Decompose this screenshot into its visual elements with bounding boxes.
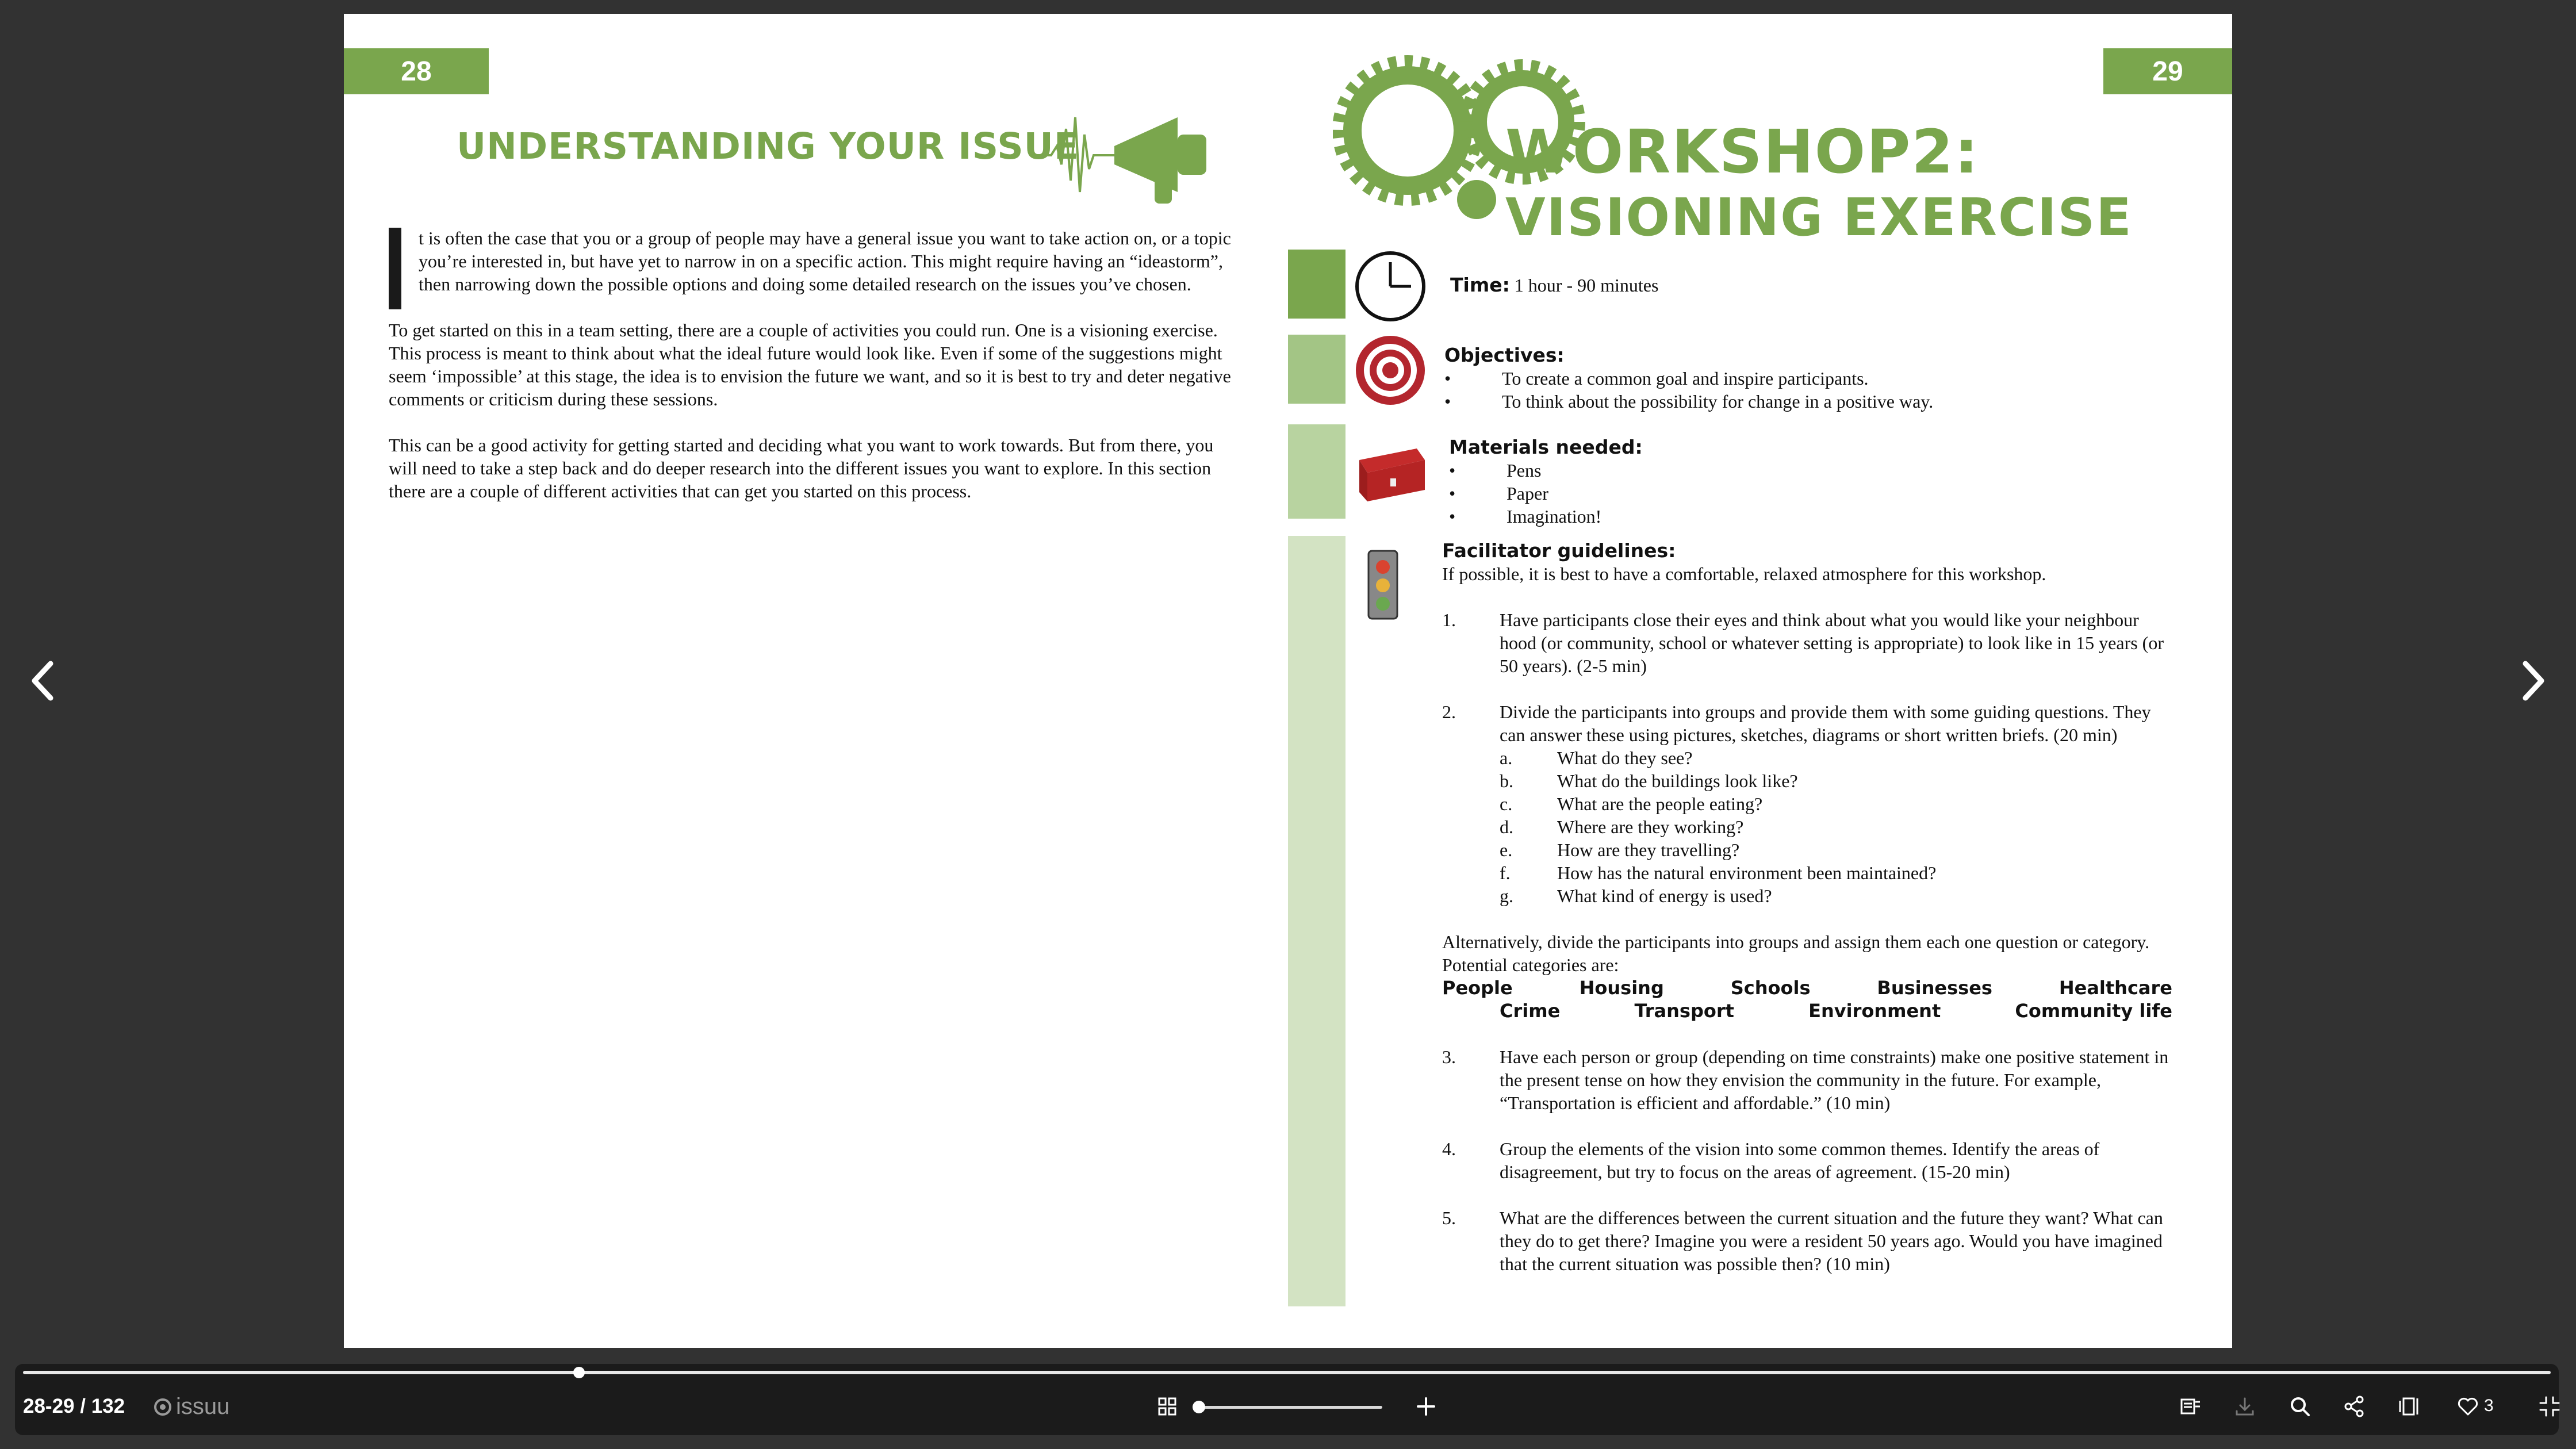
time-section: [1450, 274, 1658, 297]
issuu-logo-icon: [153, 1397, 172, 1417]
grid-view-icon[interactable]: [1155, 1394, 1180, 1419]
category: Environment: [1808, 1000, 1941, 1022]
categories-row-2: [1500, 999, 2172, 1022]
progress-handle[interactable]: [573, 1367, 585, 1378]
question-item: [1500, 838, 2172, 861]
objectives-heading: Objectives:: [1444, 344, 1565, 366]
category: Community life: [2015, 1000, 2172, 1022]
step-text: Group the elements of the vision into some common themes. Identify the areas of disagreement, but try to focus on the areas of agreement. (15-20 min): [1500, 1138, 2100, 1182]
document-spread: [344, 14, 2232, 1348]
question-item: [1500, 746, 2172, 769]
category: Healthcare: [2058, 977, 2172, 999]
issuu-logo[interactable]: [153, 1394, 229, 1420]
step-1: [1442, 608, 2172, 677]
step-4: [1442, 1137, 2172, 1183]
target-icon: [1354, 334, 1427, 407]
question-text: Where are they working?: [1557, 816, 1744, 837]
paragraph: This can be a good activity for getting started and deciding what you want to work towards. But from there, you will need to take a step back and do deeper research into the different issues you want to explore. In this section there are a couple of different activities that can get you started on this process.: [389, 435, 1214, 501]
zoom-slider-handle[interactable]: [1193, 1401, 1205, 1413]
list-item: • To think about the possibility for change in a positive way.: [1444, 391, 1934, 412]
materials-heading: Materials needed:: [1449, 436, 1643, 458]
category: Housing: [1579, 977, 1664, 999]
question-item: [1500, 884, 2172, 907]
reading-progress-bar[interactable]: [23, 1371, 2551, 1374]
drop-cap-i: [389, 228, 401, 309]
question-item: [1500, 769, 2172, 792]
category: People: [1442, 977, 1513, 999]
question-letter: e.: [1500, 839, 1513, 860]
viewer-toolbar: [15, 1364, 2559, 1435]
page-number-left: 28: [344, 48, 489, 94]
title-line-1: WORKSHOP2:: [1505, 117, 1980, 187]
step-number: 3.: [1442, 1046, 1456, 1067]
brand-name: issuu: [176, 1394, 230, 1419]
objectives-section: [1444, 344, 2192, 413]
search-icon[interactable]: [2287, 1394, 2313, 1419]
left-page-title: UNDERSTANDING YOUR ISSUE: [457, 125, 1079, 167]
question-letter: a.: [1500, 747, 1513, 768]
time-label: Time:: [1450, 274, 1510, 296]
list-item: • To create a common goal and inspire participants.: [1444, 368, 1869, 389]
section-bar-guidelines: [1288, 536, 1346, 1306]
step-text: What are the differences between the current situation and the future they want? What can they do to get there? Imagine you were a resident 50 years ago. Would you have imagined that the current situation was possible then? (10 min): [1500, 1208, 2163, 1274]
section-bar-time: [1288, 250, 1346, 319]
alternative-text: Alternatively, divide the participants into groups and assign them each one question or category. Potential categories are:: [1442, 931, 2150, 975]
heart-icon[interactable]: [2455, 1394, 2481, 1419]
toolbox-icon: [1354, 437, 1429, 506]
page-layout-icon[interactable]: [2398, 1394, 2423, 1419]
zoom-slider[interactable]: [1196, 1406, 1382, 1409]
reader-mode-icon[interactable]: [2178, 1394, 2203, 1419]
step-3: [1442, 1045, 2172, 1114]
download-icon[interactable]: [2232, 1394, 2257, 1419]
megaphone-icon: [1034, 100, 1229, 215]
zoom-in-icon[interactable]: [1413, 1394, 1439, 1419]
list-item: • Imagination!: [1449, 506, 1602, 527]
category: Businesses: [1877, 977, 1992, 999]
list-item: • Pens: [1449, 460, 1542, 481]
paragraph: t is often the case that you or a group of people may have a general issue you want to take action on, or a topic you’re interested in, but have yet to narrow in on a specific action. This might require having an “ideastorm”, then narrowing down the possible options and doing some detailed research on the issues you’ve chosen.: [419, 228, 1231, 294]
paragraph: To get started on this in a team setting, there are a couple of activities you could run. One is a visioning exercise. This process is meant to think about what the ideal future would look like. Even if some of the suggestions might seem ‘impossible’ at this stage, the idea is to envision the future we want, and so it is best to try and deter negative comments or criticism during these sessions.: [389, 320, 1231, 409]
step-text: Have participants close their eyes and think about what you would like your neighbour hood (or community, school or whatever setting is appropriate) to look like in 15 years (or 50 years). (2-5 min): [1500, 610, 2164, 676]
step-2: [1442, 700, 2172, 746]
question-letter: f.: [1500, 862, 1511, 883]
step-number: 2.: [1442, 702, 1456, 722]
question-text: What kind of energy is used?: [1557, 885, 1772, 906]
question-text: How are they travelling?: [1557, 839, 1740, 860]
objective-text: To create a common goal and inspire participants.: [1502, 368, 1869, 389]
like-count: 3: [2484, 1396, 2494, 1415]
facilitator-section: [1442, 539, 2172, 1275]
left-body-text: [389, 227, 1240, 526]
question-text: What do the buildings look like?: [1557, 770, 1798, 791]
question-item: [1500, 815, 2172, 838]
facilitator-intro: If possible, it is best to have a comfortable, relaxed atmosphere for this workshop.: [1442, 564, 2046, 584]
question-letter: g.: [1500, 885, 1513, 906]
question-item: [1500, 792, 2172, 815]
material-text: Imagination!: [1506, 506, 1602, 527]
question-item: [1500, 861, 2172, 884]
clock-icon: [1354, 250, 1427, 323]
list-item: • Paper: [1449, 483, 1548, 504]
step-number: 1.: [1442, 610, 1456, 630]
objective-text: To think about the possibility for change in a positive way.: [1502, 391, 1934, 412]
step-number: 4.: [1442, 1138, 1456, 1159]
step-number: 5.: [1442, 1208, 1456, 1228]
step-text: Divide the participants into groups and provide them with some guiding questions. They can answer these using pictures, sketches, diagrams or short written briefs. (20 min): [1500, 702, 2151, 745]
categories-row-1: [1442, 976, 2172, 999]
category: Crime: [1500, 1000, 1561, 1022]
material-text: Pens: [1506, 460, 1542, 481]
share-icon[interactable]: [2341, 1394, 2367, 1419]
page-counter: 28-29 / 132: [23, 1395, 125, 1417]
question-letter: b.: [1500, 770, 1513, 791]
material-text: Paper: [1506, 483, 1548, 504]
section-bar-materials: [1288, 424, 1346, 519]
question-text: What do they see?: [1557, 747, 1693, 768]
section-bar-objectives: [1288, 335, 1346, 404]
facilitator-heading: Facilitator guidelines:: [1442, 539, 1676, 562]
traffic-light-icon: [1363, 549, 1403, 623]
question-text: What are the people eating?: [1557, 793, 1763, 814]
category: Transport: [1634, 1000, 1734, 1022]
workshop-title: [1505, 117, 2138, 248]
category: Schools: [1730, 977, 1811, 999]
title-line-2: VISIONING EXERCISE: [1505, 187, 2133, 248]
question-text: How has the natural environment been maintained?: [1557, 862, 1937, 883]
question-letter: d.: [1500, 816, 1513, 837]
page-number-right: 29: [2103, 48, 2232, 94]
step-5: [1442, 1206, 2172, 1275]
chevron-right-icon[interactable]: [2516, 657, 2551, 705]
time-value: 1 hour - 90 minutes: [1514, 275, 1659, 296]
fullscreen-icon[interactable]: [2537, 1394, 2562, 1419]
chevron-left-icon[interactable]: [25, 657, 60, 705]
step-text: Have each person or group (depending on time constraints) make one positive statement in the present tense on how they envision the community in the future. For example, “Transportation is efficient and affordable.” (10 min): [1500, 1046, 2169, 1113]
materials-section: [1449, 436, 1909, 528]
question-letter: c.: [1500, 793, 1513, 814]
